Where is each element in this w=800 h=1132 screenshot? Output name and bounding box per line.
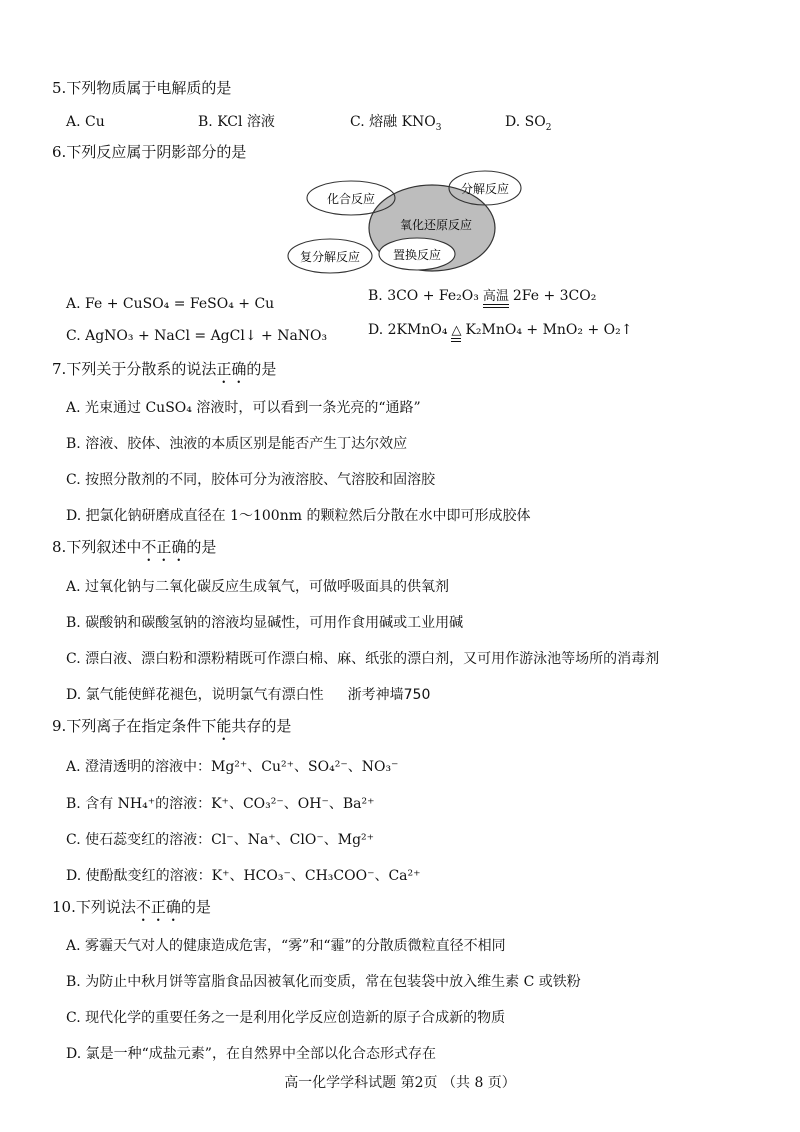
q7-option-d: D. 把氯化钠研磨成直径在 1～100nm 的颗粒然后分散在水中即可形成胶体 bbox=[66, 508, 531, 524]
q5-option-a: A. Cu bbox=[66, 114, 105, 130]
question-5-stem: 5.下列物质属于电解质的是 bbox=[52, 79, 232, 97]
q6-option-c: C. AgNO₃ + NaCl = AgCl↓ + NaNO₃ bbox=[66, 328, 328, 344]
question-10-stem: 10.下列说法不正确的是 bbox=[52, 898, 211, 916]
q7-option-c: C. 按照分散剂的不同，胶体可分为液溶胶、气溶胶和固溶胶 bbox=[66, 472, 436, 488]
q6-option-a: A. Fe + CuSO₄ = FeSO₄ + Cu bbox=[66, 296, 275, 312]
watermark-text: 浙考神墙750 bbox=[347, 687, 431, 703]
q6-option-b: B. 3CO + Fe₂O₃ 高温 2Fe + 3CO₂ bbox=[368, 286, 596, 308]
high-temp-condition: 高温 bbox=[483, 290, 509, 308]
q5-option-c: C. 熔融 $KNO_3$ bbox=[350, 114, 442, 133]
q8-option-c: C. 漂白液、漂白粉和漂粉精既可作漂白棉、麻、纸张的漂白剂，又可用作游泳池等场所的消毒剂 bbox=[66, 651, 660, 667]
page-footer: 高一化学学科试题 第2页 （共 8 页） bbox=[284, 1075, 516, 1091]
q7-option-b: B. 溶液、胶体、浊液的本质区别是能否产生丁达尔效应 bbox=[66, 436, 408, 452]
reaction-venn-diagram bbox=[285, 168, 535, 276]
q6-option-d: D. 2KMnO₄ △ K₂MnO₄ + MnO₂ + O₂↑ bbox=[368, 320, 632, 342]
heating-condition: △ bbox=[451, 324, 461, 342]
redox-label: 氧化还原反应 bbox=[399, 218, 473, 232]
q8-option-d: D. 氯气能使鲜花褪色，说明氯气有漂白性 浙考神墙750 bbox=[66, 687, 431, 703]
q5-option-d: D. $SO_2$ bbox=[505, 114, 552, 133]
combination-label: 化合反应 bbox=[326, 192, 376, 206]
question-7-stem: 7.下列关于分散系的说法正确的是 bbox=[52, 360, 277, 378]
q8-option-b: B. 碳酸钠和碳酸氢钠的溶液均显碱性，可用作食用碱或工业用碱 bbox=[66, 615, 464, 631]
q10-option-a: A. 雾霾天气对人的健康造成危害，“雾”和“霾”的分散质微粒直径不相同 bbox=[66, 938, 506, 954]
question-8-stem: 8.下列叙述中不正确的是 bbox=[52, 538, 217, 556]
q10-option-b: B. 为防止中秋月饼等富脂食品因被氧化而变质，常在包装袋中放入维生素 C 或铁粉 bbox=[66, 974, 581, 990]
q7-option-a: A. 光束通过 CuSO₄ 溶液时，可以看到一条光亮的“通路” bbox=[66, 400, 421, 416]
q10-option-d: D. 氯是一种“成盐元素”，在自然界中全部以化合态形式存在 bbox=[66, 1046, 436, 1062]
double-decomposition-label: 复分解反应 bbox=[299, 250, 361, 264]
question-9-stem: 9.下列离子在指定条件下能共存的是 bbox=[52, 717, 292, 735]
q9-option-d: D. 使酚酞变红的溶液：K⁺、HCO₃⁻、CH₃COO⁻、Ca²⁺ bbox=[66, 868, 421, 884]
q5-option-b: B. KCl 溶液 bbox=[198, 114, 275, 130]
displacement-label: 置换反应 bbox=[392, 248, 442, 262]
question-6-stem: 6.下列反应属于阴影部分的是 bbox=[52, 143, 247, 161]
q8-option-a: A. 过氧化钠与二氧化碳反应生成氧气，可做呼吸面具的供氧剂 bbox=[66, 579, 450, 595]
q9-option-a: A. 澄清透明的溶液中：Mg²⁺、Cu²⁺、SO₄²⁻、NO₃⁻ bbox=[66, 759, 399, 775]
q9-option-b: B. 含有 NH₄⁺的溶液：K⁺、CO₃²⁻、OH⁻、Ba²⁺ bbox=[66, 796, 375, 812]
q10-option-c: C. 现代化学的重要任务之一是利用化学反应创造新的原子合成新的物质 bbox=[66, 1010, 506, 1026]
q9-option-c: C. 使石蕊变红的溶液：Cl⁻、Na⁺、ClO⁻、Mg²⁺ bbox=[66, 832, 375, 848]
decomposition-label: 分解反应 bbox=[460, 182, 510, 196]
